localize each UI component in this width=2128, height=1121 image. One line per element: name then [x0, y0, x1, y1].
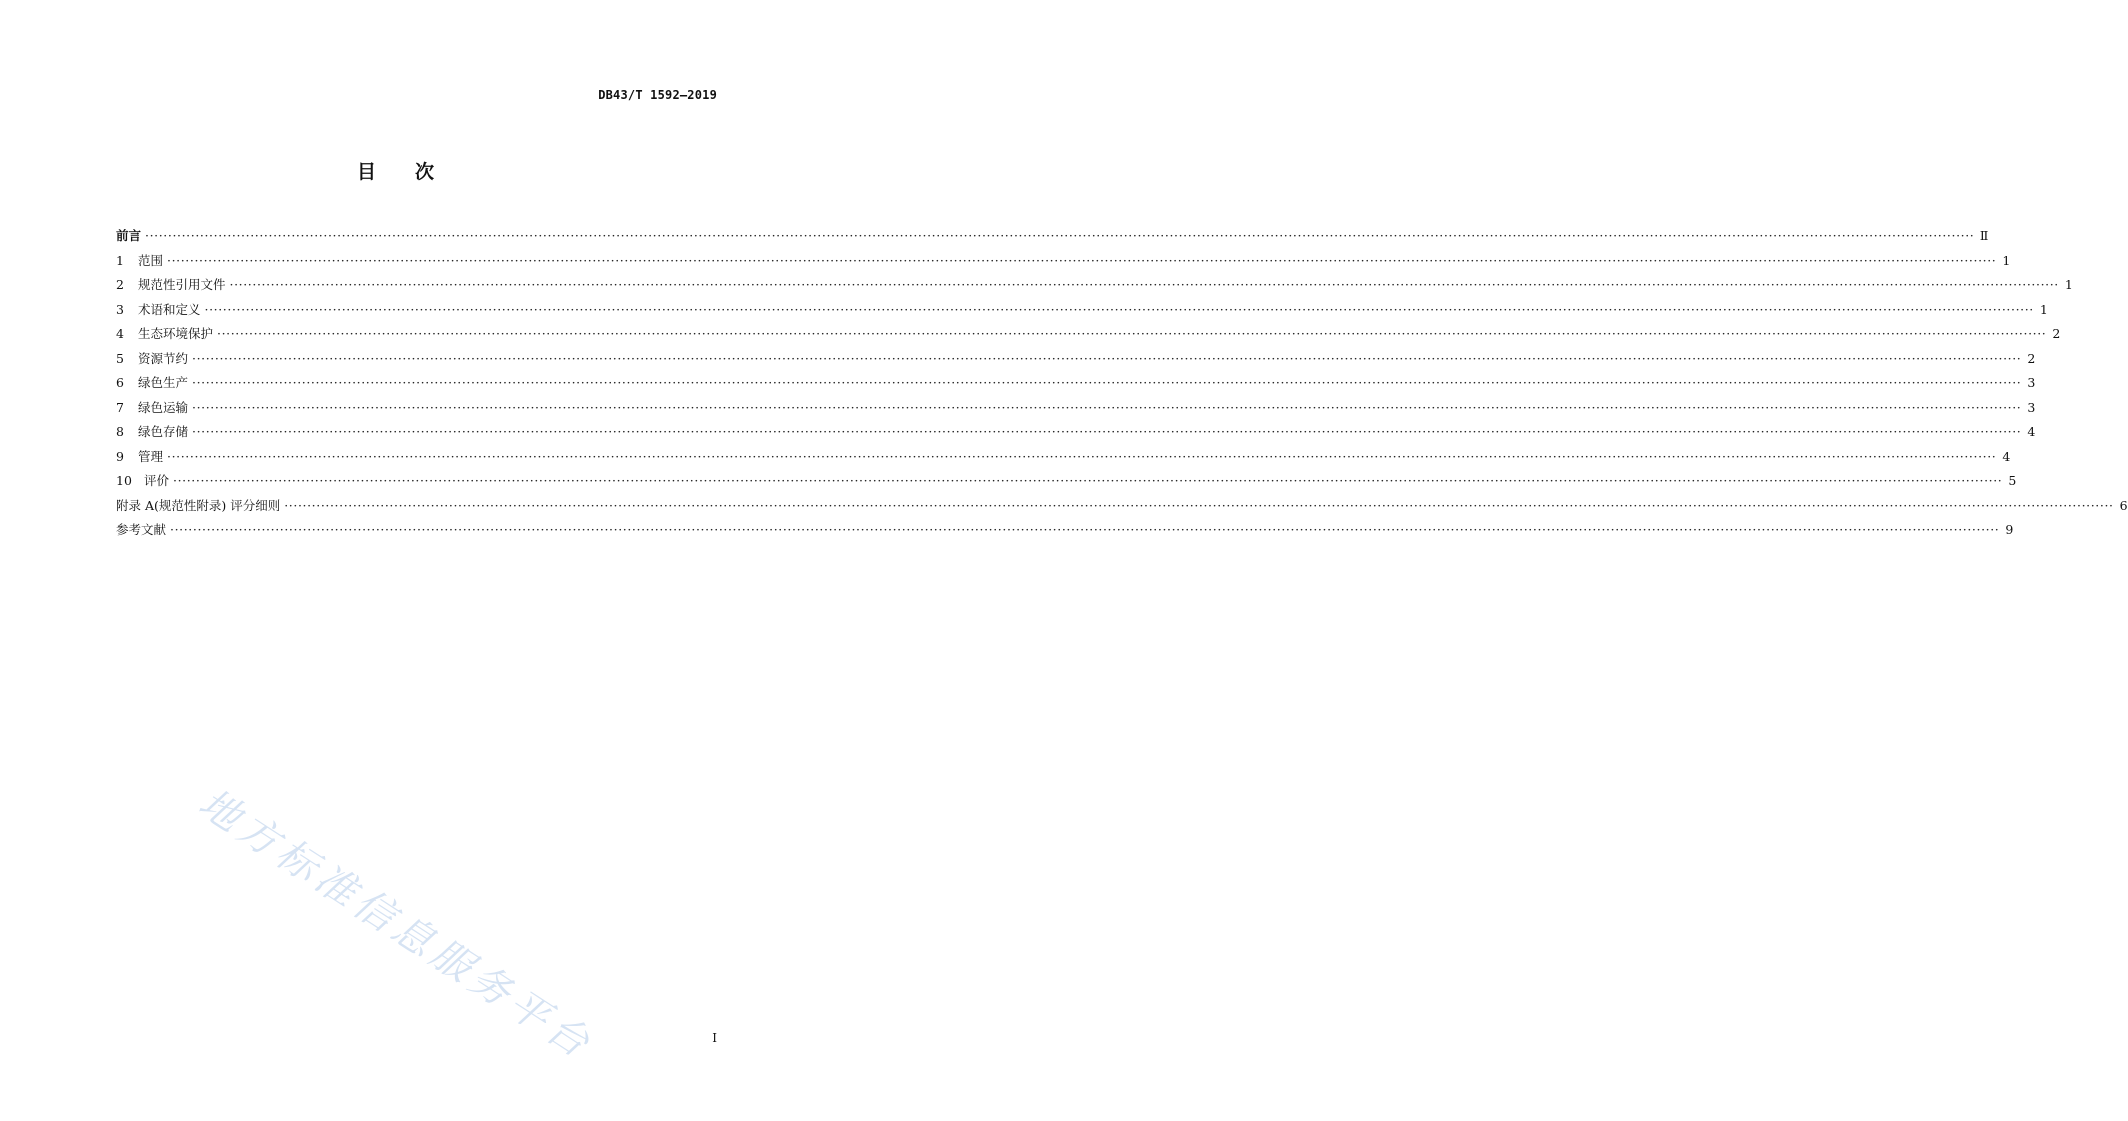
watermark: 地方标准信息服务平台 — [190, 780, 602, 1070]
toc-page: Ⅱ — [1979, 228, 1989, 243]
toc-leader: ················································································································································································································································································································································································································ — [167, 252, 1997, 268]
toc-entry-6[interactable] — [116, 374, 2036, 399]
toc-label: 前言 — [116, 228, 142, 243]
toc-label: 资源节约 — [138, 350, 189, 366]
toc-page: 1 — [2039, 301, 2048, 317]
toc-entry-2[interactable] — [116, 276, 2073, 301]
toc-number: 3 — [116, 301, 124, 317]
toc-entry-appendix-a[interactable] — [116, 497, 2128, 522]
toc-label: 管理 — [138, 448, 164, 464]
toc-entry-8[interactable] — [116, 423, 2036, 448]
toc-page: 3 — [2027, 375, 2036, 390]
toc-number: 6 — [116, 375, 124, 390]
toc-entry-7[interactable] — [116, 399, 2036, 424]
toc-leader: ················································································································································································································································································································································································································ — [204, 301, 2034, 317]
toc-label: 参考文献 — [116, 522, 167, 537]
toc-label: 生态环境保护 — [138, 326, 214, 341]
toc-page: 6 — [2119, 497, 2128, 513]
toc-leader: ················································································································································································································································································································································································································ — [192, 350, 2022, 366]
toc-label: 绿色生产 — [138, 375, 189, 390]
toc-label: 绿色运输 — [138, 399, 189, 415]
toc-number: 10 — [116, 473, 132, 488]
title-part-1: 目 — [356, 161, 377, 183]
standard-code: DB43/T 1592—2019 — [598, 88, 717, 102]
toc-entry-10[interactable] — [116, 472, 2017, 497]
toc-leader: ················································································································································································································································································································································································································ — [167, 448, 1997, 464]
toc-label: 附录 A(规范性附录) 评分细则 — [116, 497, 281, 513]
toc-leader: ················································································································································································································································································································································································································ — [145, 228, 1975, 243]
table-of-contents — [116, 227, 2128, 546]
toc-page: 1 — [2002, 252, 2011, 268]
toc-label: 范围 — [138, 252, 164, 268]
toc-label: 术语和定义 — [138, 301, 201, 317]
toc-leader: ················································································································································································································································································································································································································ — [229, 277, 2059, 292]
toc-page: 2 — [2052, 326, 2061, 341]
toc-leader: ················································································································································································································································································································································································································ — [192, 424, 2022, 439]
toc-number: 4 — [116, 326, 124, 341]
toc-number: 8 — [116, 424, 124, 439]
toc-leader: ················································································································································································································································································································································································································ — [192, 375, 2022, 390]
toc-number: 1 — [116, 252, 124, 268]
toc-page: 3 — [2027, 399, 2036, 415]
toc-leader: ················································································································································································································································································································································································································ — [284, 497, 2114, 513]
title-part-2: 次 — [415, 161, 436, 183]
toc-entry-9[interactable] — [116, 448, 2011, 473]
toc-entry-1[interactable] — [116, 252, 2011, 277]
toc-page: 4 — [2027, 424, 2036, 439]
toc-label: 评价 — [144, 473, 170, 488]
toc-entry-foreword[interactable] — [116, 227, 1989, 252]
toc-leader: ················································································································································································································································································································································································································ — [217, 326, 2047, 341]
toc-number: 9 — [116, 448, 124, 464]
toc-page: 5 — [2008, 473, 2017, 488]
toc-page: 4 — [2002, 448, 2011, 464]
page-number: I — [712, 1031, 717, 1045]
toc-number: 7 — [116, 399, 124, 415]
toc-entry-5[interactable] — [116, 350, 2036, 375]
toc-label: 规范性引用文件 — [138, 277, 226, 292]
toc-leader: ················································································································································································································································································································································································································ — [170, 522, 2000, 537]
toc-entry-4[interactable] — [116, 325, 2061, 350]
page-title — [0, 157, 792, 184]
toc-page: 9 — [2005, 522, 2014, 537]
toc-page: 2 — [2027, 350, 2036, 366]
toc-entry-references[interactable] — [116, 521, 2014, 546]
toc-entry-3[interactable] — [116, 301, 2048, 326]
toc-label: 绿色存储 — [138, 424, 189, 439]
toc-number: 5 — [116, 350, 124, 366]
toc-number: 2 — [116, 277, 124, 292]
toc-leader: ················································································································································································································································································································································································································ — [192, 399, 2022, 415]
toc-page: 1 — [2064, 277, 2073, 292]
toc-leader: ················································································································································································································································································································································································································ — [173, 473, 2003, 488]
